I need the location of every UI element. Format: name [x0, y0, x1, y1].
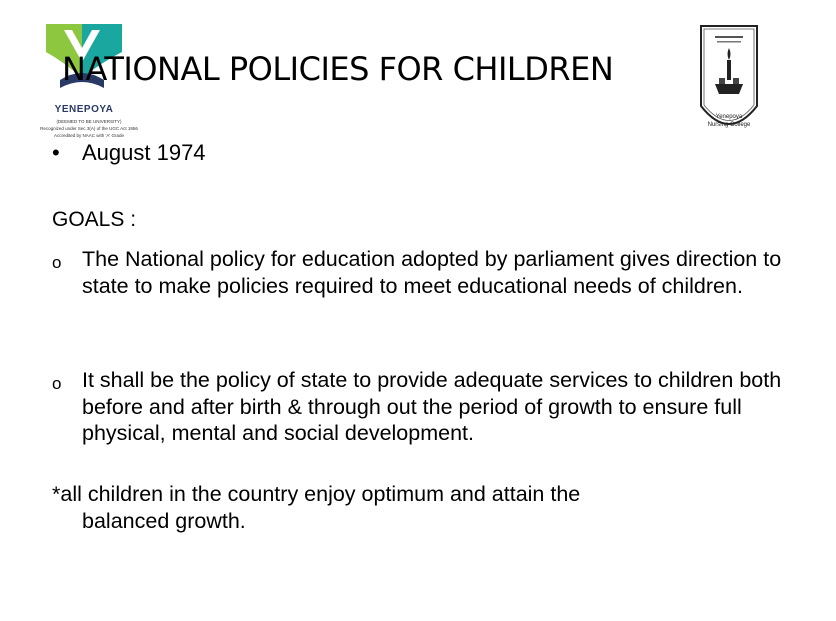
date-item	[52, 140, 206, 166]
note-line-2: balanced growth.	[82, 508, 246, 533]
circle-bullet-icon: o	[52, 253, 62, 272]
university-accreditation: Accredited by NAAC with 'A' Grade	[54, 133, 124, 138]
circle-bullet-icon: o	[52, 374, 62, 393]
page-title: NATIONAL POLICIES FOR CHILDREN	[62, 50, 614, 88]
policy-item-text: It shall be the policy of state to provide adequate services to children both before and after birth & through out the period of growth to ensure full physical, mental and social development.	[82, 368, 782, 445]
university-recognition: Recognized under Sec 3(A) of the UGC Act 1956	[40, 126, 138, 131]
policy-item-2	[52, 367, 792, 447]
bullet-icon: •	[52, 140, 60, 165]
goals-heading: GOALS :	[52, 208, 137, 231]
nursing-college-crest-icon	[697, 22, 761, 150]
nursing-college-logo	[697, 22, 761, 150]
university-name: YENEPOYA	[54, 104, 114, 115]
university-subtitle: (DEEMED TO BE UNIVERSITY)	[56, 119, 122, 124]
note	[52, 481, 792, 534]
college-name-line2: Nursing College	[707, 122, 751, 128]
policy-item-text: The National policy for education adopted by parliament gives direction to state to make policies required to meet educational needs of children.	[82, 247, 782, 298]
college-name-line1: Yenepoya	[715, 114, 743, 120]
note-line-1: *all children in the country enjoy optimum and attain the	[52, 482, 581, 506]
policy-item-1	[52, 246, 792, 299]
date-text: August 1974	[82, 140, 206, 165]
